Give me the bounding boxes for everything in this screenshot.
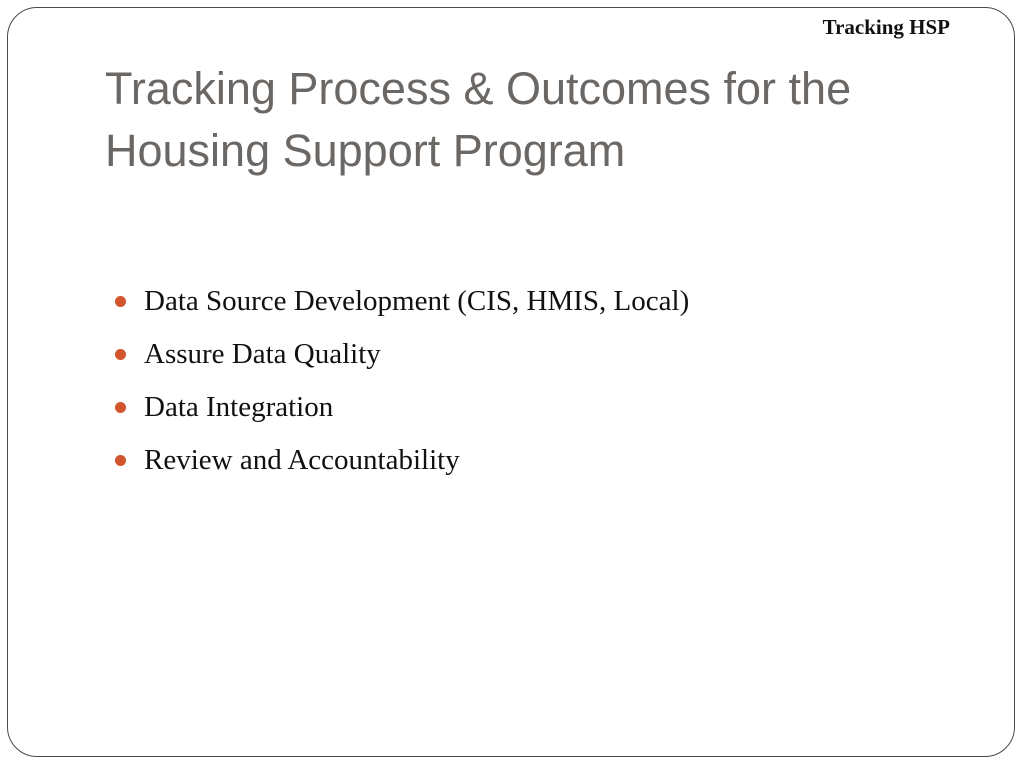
bullet-item [115,328,689,381]
bullet-item [115,434,689,487]
title-line-1: Tracking Process & Outcomes for the [105,63,852,114]
bullet-text: Data Source Development (CIS, HMIS, Local) [144,285,690,317]
slide-title [105,58,965,182]
bullet-text: Review and Accountability [144,444,460,476]
bullet-text: Data Integration [144,391,334,423]
bullet-text: Assure Data Quality [144,338,381,370]
bullet-icon [115,455,126,466]
bullet-item [115,275,689,328]
title-line-2: Housing Support Program [105,125,626,176]
bullet-icon [115,402,126,413]
bullet-icon [115,349,126,360]
bullet-icon [115,296,126,307]
bullet-item [115,381,689,434]
header-tag: Tracking HSP [822,15,950,39]
bullet-list [115,275,689,487]
